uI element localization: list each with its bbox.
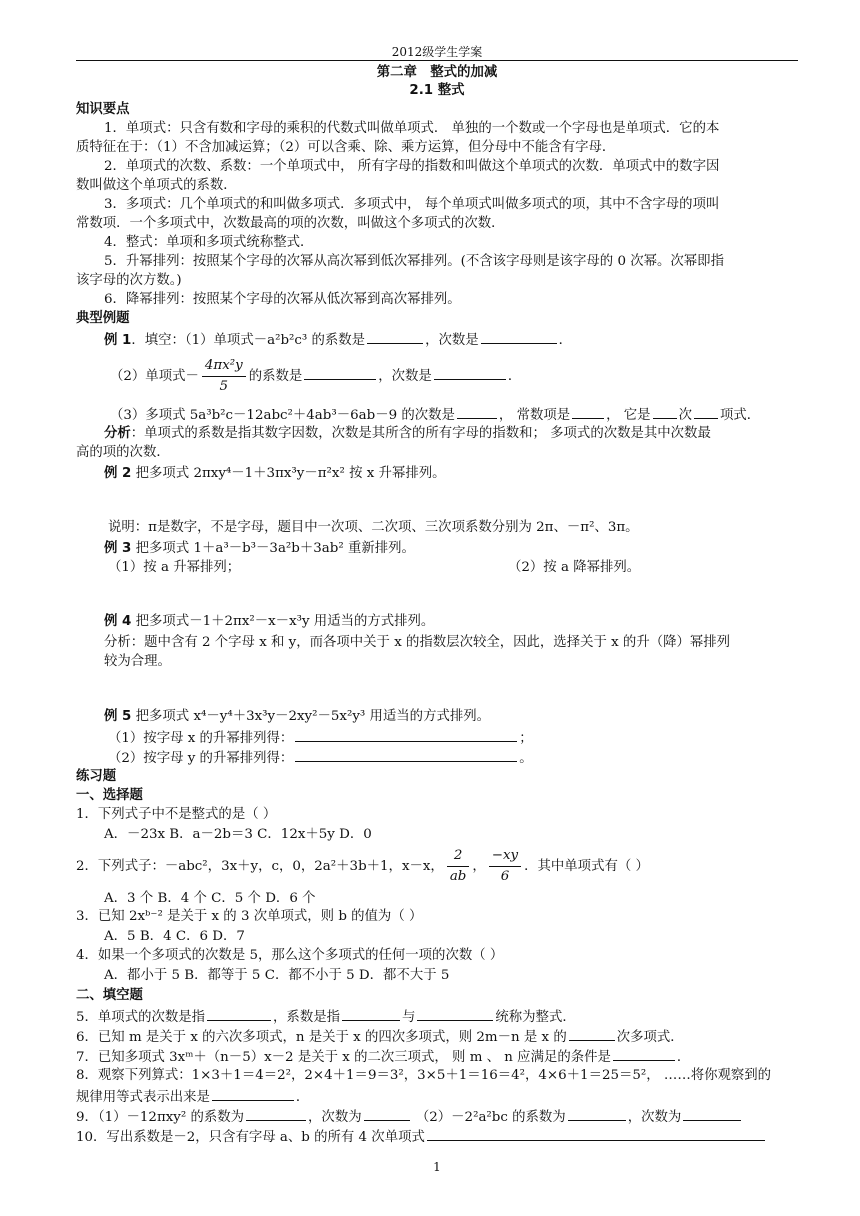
- fraction-2-denominator: ab: [449, 869, 467, 884]
- question-5: [76, 1007, 576, 1027]
- example-4-text: 把多项式－1＋2πx²－x－x³y 用适当的方式排列。: [131, 614, 435, 629]
- example-3-text: 把多项式 1＋a³－b³－3a²b＋3ab² 重新排列。: [131, 541, 415, 556]
- example-4-label: 例 4: [104, 614, 132, 629]
- examples-heading: 典型例题: [76, 311, 130, 326]
- fraction-2-over-ab: [447, 846, 470, 887]
- practice-heading: 练习题: [76, 769, 117, 784]
- blank-q8[interactable]: [212, 1087, 294, 1101]
- example-3: [104, 540, 415, 558]
- knowledge-p6: 6．降幂排列：按照某个字母的次幂从低次幂到高次幂排列。: [104, 292, 461, 307]
- question-6-text-2: 次多项式．: [616, 1030, 684, 1045]
- question-9: [76, 1107, 743, 1127]
- blank-q7[interactable]: [613, 1047, 675, 1061]
- blank-coefficient[interactable]: [367, 330, 423, 344]
- note: 说明：π是数字，不是字母，题目中一次项、二次项、三次项系数分别为 2π、－π²、3π。: [108, 520, 639, 535]
- question-4-options: A．都小于 5 B．都等于 5 C．都不小于 5 D．都不大于 5: [104, 968, 450, 983]
- question-10: [76, 1127, 767, 1147]
- question-5-text-4: 统称为整式．: [495, 1010, 576, 1025]
- question-10-text: 10．写出系数是－2，只含有字母 a、b 的所有 4 次单项式: [76, 1130, 425, 1145]
- question-7-text-2: ．: [676, 1050, 691, 1065]
- knowledge-p1a: 1．单项式：只含有数和字母的乘积的代数式叫做单项式． 单独的一个数或一个字母也是单项式．它的本: [104, 121, 720, 136]
- blank-q10[interactable]: [427, 1127, 765, 1141]
- example-1-2-text: （2）单项式－: [110, 369, 199, 384]
- example-3-label: 例 3: [104, 541, 132, 556]
- example-1-3-text-2: ， 常数项是: [498, 408, 571, 423]
- example-4: [104, 613, 434, 631]
- analysis-line-1: [104, 425, 711, 443]
- blank-q5-1[interactable]: [207, 1007, 271, 1021]
- blank-q5-3[interactable]: [417, 1007, 493, 1021]
- knowledge-p5b: 该字母的次方数。): [76, 273, 182, 288]
- example-5-1-text: （1）按字母 x 的升幂排列得：: [108, 731, 294, 746]
- question-3: 3．已知 2xᵇ⁻² 是关于 x 的 3 次单项式，则 b 的值为（ ）: [76, 909, 423, 924]
- fraction-denominator: 5: [219, 379, 229, 394]
- example-3-part2: （2）按 a 降幂排列。: [508, 560, 641, 575]
- blank-q9-3[interactable]: [568, 1107, 626, 1121]
- blank-q6[interactable]: [569, 1027, 615, 1041]
- header-rule: [76, 60, 798, 61]
- question-9-text-3: （2）－2²a²bc 的系数为: [411, 1110, 566, 1125]
- blank-y-ascending[interactable]: [295, 748, 517, 762]
- fraction-xy-numerator: −xy: [489, 846, 521, 867]
- question-9-text-4: ，次数为: [627, 1110, 682, 1125]
- question-4: 4．如果一个多项式的次数是 5，那么这个多项式的任何一项的次数（ ）: [76, 948, 504, 963]
- analysis-text: ：单项式的系数是指其数字因数，次数是其所含的所有字母的指数和； 多项式的次数是其中次数最: [130, 426, 711, 441]
- page-header: 2012级学生学案: [391, 45, 483, 59]
- example-1-text: ．填空：（1）单项式－a²b²c³ 的系数是: [131, 333, 366, 348]
- question-2: [76, 846, 649, 888]
- blank-degree-2[interactable]: [434, 366, 506, 380]
- blank-q9-4[interactable]: [683, 1107, 741, 1121]
- blank-x-ascending[interactable]: [295, 728, 517, 742]
- question-5-text-3: 与: [402, 1010, 416, 1025]
- knowledge-p5a: 5．升幂排列：按照某个字母的次幂从高次幂到低次幂排列。(不含该字母则是该字母的 0 次幂。次幂即指: [104, 254, 724, 269]
- example-5-1-end: ；: [519, 731, 533, 746]
- question-8-text-2: ．: [295, 1090, 310, 1105]
- example-4-analysis-2: 较为合理。: [104, 654, 171, 669]
- knowledge-p3a: 3．多项式：几个单项式的和叫做多项式．多项式中， 每个单项式叫做多项式的项，其中不含字母的项叫: [104, 197, 720, 212]
- choice-section: 一、选择题: [76, 788, 143, 803]
- example-3-part1: （1）按 a 升幂排列；: [108, 560, 241, 575]
- chapter-title: 第二章 整式的加减: [376, 65, 498, 80]
- question-1-options: A．－23x B．a－2b＝3 C．12x＋5y D．0: [104, 827, 372, 842]
- section-title: 2.1 整式: [409, 83, 465, 98]
- knowledge-p2a: 2．单项式的次数、系数：一个单项式中， 所有字母的指数和叫做这个单项式的次数．单项式中的数字因: [104, 159, 720, 174]
- example-1-part3: [110, 405, 760, 425]
- example-1-3-text-4: 次: [678, 408, 692, 423]
- question-9-text: 9．（1）－12πxy² 的系数为: [76, 1110, 245, 1125]
- example-5-part2: [108, 748, 533, 768]
- example-5-2-end: 。: [519, 751, 533, 766]
- question-8-line-1: 8．观察下列算式：1×3＋1＝4＝2²，2×4＋1＝9＝3²，3×5＋1＝16＝4²，4×6＋1＝25＝5²， ……将你观察到的: [76, 1068, 772, 1083]
- question-1: 1．下列式子中不是整式的是（ ）: [76, 807, 277, 822]
- question-9-text-2: ，次数为: [308, 1110, 362, 1125]
- blank-poly-degree[interactable]: [457, 405, 497, 419]
- example-1-label: 例 1: [104, 333, 132, 348]
- page-number: 1: [433, 1160, 441, 1174]
- example-2: [104, 465, 446, 483]
- question-7: [76, 1047, 690, 1067]
- knowledge-p1b: 质特征在于：（1）不含加减运算；（2）可以含乘、除、乘方运算，但分母中不能含有字母．: [76, 140, 616, 155]
- question-2-text-2: ．其中单项式有（ ）: [524, 859, 649, 874]
- question-6: [76, 1027, 684, 1047]
- example-1-3-text-5: 项式．: [719, 408, 761, 423]
- example-1-3-text: （3）多项式 5a³b²c－12abc²＋4ab³－6ab－9 的次数是: [110, 408, 455, 423]
- example-1-text-3: ．: [558, 333, 573, 348]
- example-5-text: 把多项式 x⁴－y⁴＋3x³y－2xy²－5x²y³ 用适当的方式排列。: [131, 709, 491, 724]
- example-1-text-2: ，次数是: [425, 333, 479, 348]
- question-8-line-2: [76, 1087, 309, 1107]
- fraction-xy-over-6: [489, 846, 521, 887]
- knowledge-heading: 知识要点: [76, 102, 130, 117]
- question-5-text-2: ，系数是指: [273, 1010, 340, 1025]
- blank-coefficient-2[interactable]: [304, 366, 376, 380]
- example-2-text: 把多项式 2πxy⁴－1＋3πx³y－π²x² 按 x 升幂排列。: [131, 466, 446, 481]
- blank-times[interactable]: [653, 405, 677, 419]
- example-1-3-text-3: ， 它是: [606, 408, 651, 423]
- knowledge-p2b: 数叫做这个单项式的系数．: [76, 178, 237, 193]
- analysis-line-2: 高的项的次数．: [76, 445, 170, 460]
- question-8-text: 规律用等式表示出来是: [76, 1090, 210, 1105]
- example-1-2-text-2: 的系数是: [248, 369, 303, 384]
- question-7-text: 7．已知多项式 3xᵐ＋（n－5）x－2 是关于 x 的二次三项式， 则 m 、 n 应满足的条件是: [76, 1050, 611, 1065]
- fraction-numerator: 4πx²y: [202, 356, 246, 377]
- blank-constant[interactable]: [572, 405, 604, 419]
- example-1-line: [104, 330, 572, 350]
- knowledge-p4: 4．整式：单项和多项式统称整式．: [104, 235, 314, 250]
- question-3-options: A．5 B．4 C．6 D．7: [104, 929, 245, 944]
- blank-q9-2[interactable]: [364, 1107, 410, 1121]
- blank-terms[interactable]: [694, 405, 718, 419]
- blank-q5-2[interactable]: [342, 1007, 400, 1021]
- question-6-text: 6．已知 m 是关于 x 的六次多项式，n 是关于 x 的四次多项式，则 2m－n 是 x 的: [76, 1030, 567, 1045]
- example-2-label: 例 2: [104, 466, 132, 481]
- knowledge-p3b: 常数项．一个多项式中，次数最高的项的次数，叫做这个多项式的次数．: [76, 216, 505, 231]
- example-5: [104, 708, 490, 726]
- example-1-part2: [110, 356, 521, 398]
- question-5-text: 5．单项式的次数是指: [76, 1010, 206, 1025]
- analysis-label: 分析: [104, 426, 131, 441]
- example-1-2-text-3: ，次数是: [378, 369, 432, 384]
- fraction-2-numerator: 2: [447, 846, 470, 867]
- example-5-label: 例 5: [104, 709, 132, 724]
- question-2-comma: ，: [472, 859, 486, 874]
- example-4-analysis-1: 分析：题中含有 2 个字母 x 和 y，而各项中关于 x 的指数层次较全，因此，选择关于 x 的升（降）幂排列: [104, 635, 731, 650]
- blank-q9-1[interactable]: [246, 1107, 306, 1121]
- fraction-xy-denominator: 6: [500, 869, 510, 884]
- question-2-text: 2．下列式子：－abc²，3x＋y，c，0，2a²＋3b＋1，x－x，: [76, 859, 444, 874]
- question-2-options: A．3 个 B．4 个 C．5 个 D．6 个: [104, 891, 316, 906]
- example-5-2-text: （2）按字母 y 的升幂排列得：: [108, 751, 294, 766]
- example-5-part1: [108, 728, 533, 748]
- fraction-monomial: [202, 356, 246, 397]
- blank-degree[interactable]: [481, 330, 557, 344]
- example-1-2-text-4: ．: [507, 369, 522, 384]
- fill-section: 二、填空题: [76, 988, 143, 1003]
